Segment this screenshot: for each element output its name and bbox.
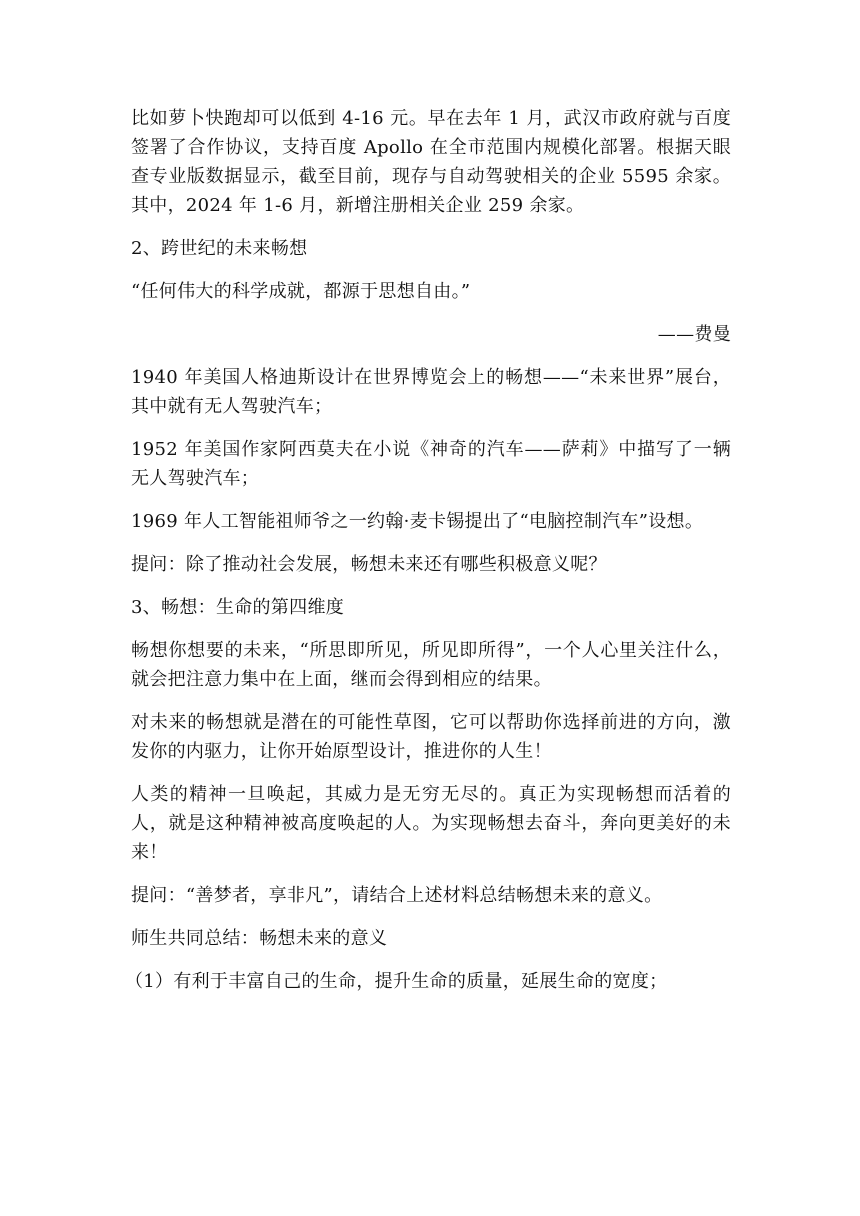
paragraph-1969: 1969 年人工智能祖师爷之一约翰·麦卡锡提出了“电脑控制汽车”设想。	[131, 511, 704, 532]
summary-item-1: （1）有利于丰富自己的生命，提升生命的质量，延展生命的宽度；	[125, 971, 668, 992]
question-1: 提问：除了推动社会发展，畅想未来还有哪些积极意义呢？	[131, 554, 607, 575]
document-body	[125, 104, 731, 1010]
quote-attribution: ——费曼	[657, 324, 731, 345]
paragraph-1952: 1952 年美国作家阿西莫夫在小说《神奇的汽车——萨莉》中描写了一辆无人驾驶汽车；	[131, 439, 731, 489]
quote-text: “任何伟大的科学成就，都源于思想自由。”	[131, 281, 471, 302]
section-heading-2: 2、跨世纪的未来畅想	[131, 238, 308, 259]
summary-heading: 师生共同总结：畅想未来的意义	[131, 928, 388, 949]
paragraph-human-spirit: 人类的精神一旦唤起，其威力是无穷无尽的。真正为实现畅想而活着的人，就是这种精神被高度唤起的人。为实现畅想去奋斗，奔向更美好的未来！	[131, 784, 731, 863]
paragraph-imagine-future: 畅想你想要的未来，“所思即所见，所见即所得”，一个人心里关注什么，就会把注意力集中在上面，继而会得到相应的结果。	[131, 640, 731, 690]
paragraph-sketch: 对未来的畅想就是潜在的可能性草图，它可以帮助你选择前进的方向，激发你的内驱力，让你开始原型设计，推进你的人生！	[131, 712, 731, 762]
section-heading-3: 3、畅想：生命的第四维度	[131, 597, 345, 618]
question-2: 提问：“善梦者，享非凡”，请结合上述材料总结畅想未来的意义。	[131, 885, 663, 906]
paragraph-autonomous-driving-data: 比如萝卜快跑却可以低到 4-16 元。早在去年 1 月，武汉市政府就与百度签署了合作协议，支持百度 Apollo 在全市范围内规模化部署。根据天眼查专业版数据显示，截至目前，现存与自动驾驶相关的企业 5595 余家。其中，2024 年 1-6 月，新增注册相关企业 259 余家。	[131, 108, 731, 216]
paragraph-1940: 1940 年美国人格迪斯设计在世界博览会上的畅想——“未来世界”展台，其中就有无人驾驶汽车；	[131, 367, 731, 417]
